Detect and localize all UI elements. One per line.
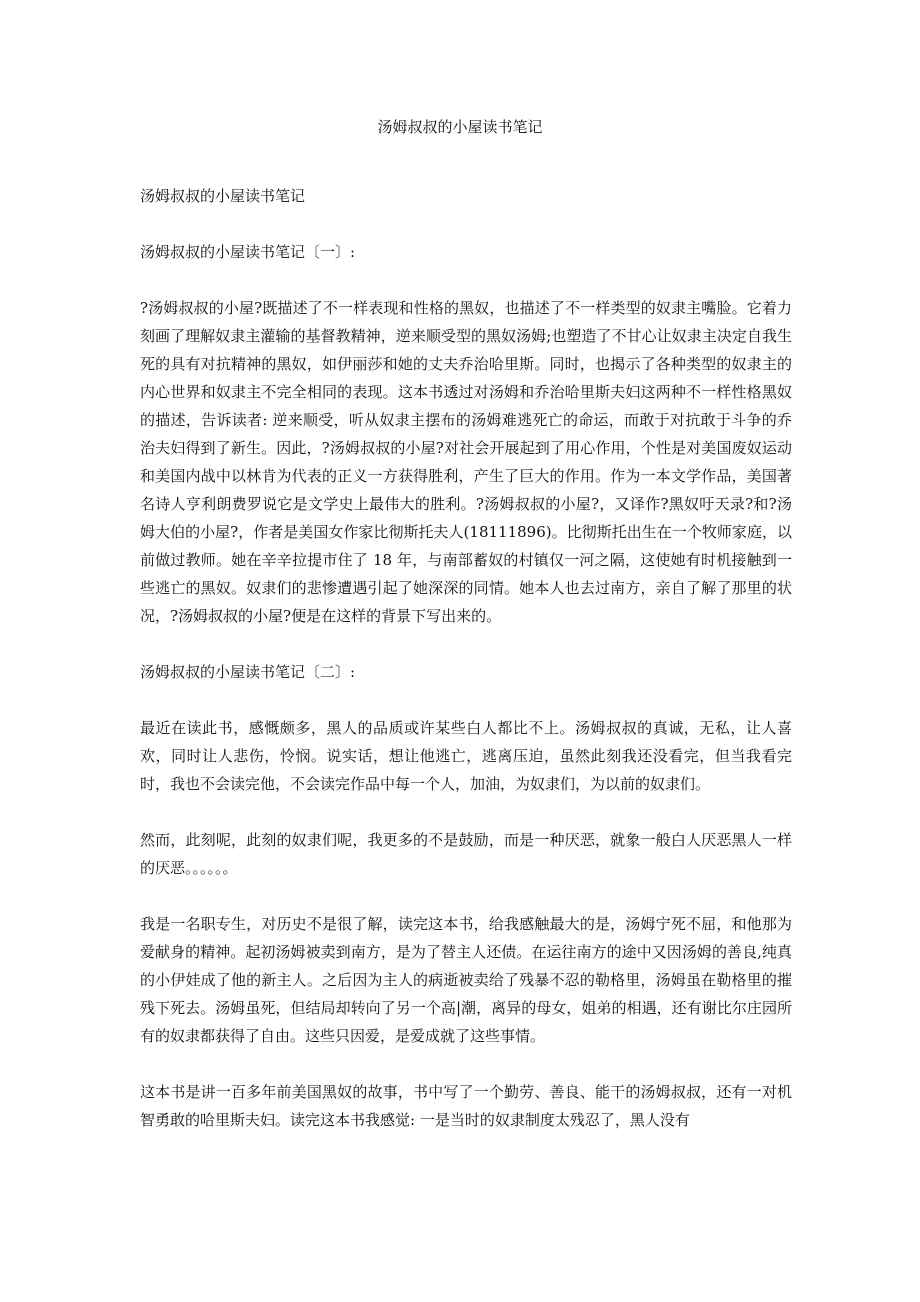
document-body [140, 182, 792, 1162]
section-2-paragraph-4: 这本书是讲一百多年前美国黑奴的故事，书中写了一个勤劳、善良、能干的汤姆叔叔，还有一对机智勇敢的哈里斯夫妇。读完这本书我感觉: 一是当时的奴隶制度太残忍了，黑人没有 [140, 1083, 792, 1129]
document-title: 汤姆叔叔的小屋读书笔记 [377, 118, 543, 136]
document-heading: 汤姆叔叔的小屋读书笔记 [140, 187, 306, 205]
section-2-paragraph-2: 然而，此刻呢，此刻的奴隶们呢，我更多的不是鼓励，而是一种厌恶，就象一般白人厌恶黑人一样的厌恶。。。。。。 [140, 831, 792, 877]
section-2-paragraph-1: 最近在读此书，感慨颇多，黑人的品质或许某些白人都比不上。汤姆叔叔的真诚，无私，让人喜欢，同时让人悲伤，怜悯。说实话，想让他逃亡，逃离压迫，虽然此刻我还没看完，但当我看完时，我也不会读完他，不会读完作品中每一个人，加油，为奴隶们，为以前的奴隶们。 [140, 719, 792, 793]
section-2-subtitle: 汤姆叔叔的小屋读书笔记〔二〕: [140, 663, 356, 681]
section-1-paragraph-1: ?汤姆叔叔的小屋?既描述了不一样表现和性格的黑奴，也描述了不一样类型的奴隶主嘴脸。它着力刻画了理解奴隶主灌输的基督教精神，逆来顺受型的黑奴汤姆;也塑造了不甘心让奴隶主决定自我生死的具有对抗精神的黑奴，如伊丽莎和她的丈夫乔治哈里斯。同时，也揭示了各种类型的奴隶主的内心世界和奴隶主不完全相同的表现。这本书透过对汤姆和乔治哈里斯夫妇这两种不一样性格黑奴的描述，告诉读者: 逆来顺受，听从奴隶主摆布的汤姆难逃死亡的命运，而敢于对抗敢于斗争的乔治夫妇得到了新生。因此，?汤姆叔叔的小屋?对社会开展起到了用心作用，个性是对美国废奴运动和美国内战中以林肯为代表的正义一方获得胜利，产生了巨大的作用。作为一本文学作品，美国著名诗人亨利朗费罗说它是文学史上最伟大的胜利。?汤姆叔叔的小屋?，又译作?黑奴吁天录?和?汤姆大伯的小屋?，作者是美国女作家比彻斯托夫人(18111896)。比彻斯托出生在一个牧师家庭，以前做过教师。她在辛辛拉提市住了 18 年，与南部蓄奴的村镇仅一河之隔，这使她有时机接触到一些逃亡的黑奴。奴隶们的悲惨遭遇引起了她深深的同情。她本人也去过南方，亲自了解了那里的状况，?汤姆叔叔的小屋?便是在这样的背景下写出来的。 [140, 299, 792, 625]
section-1-subtitle: 汤姆叔叔的小屋读书笔记〔一〕: [140, 243, 356, 261]
section-2-paragraph-3: 我是一名职专生，对历史不是很了解，读完这本书，给我感触最大的是，汤姆宁死不屈，和他那为爱献身的精神。起初汤姆被卖到南方，是为了替主人还债。在运往南方的途中又因汤姆的善良,纯真的小伊娃成了他的新主人。之后因为主人的病逝被卖给了残暴不忍的勒格里，汤姆虽在勒格里的摧残下死去。汤姆虽死，但结局却转向了另一个高|潮，离异的母女，姐弟的相遇，还有谢比尔庄园所有的奴隶都获得了自由。这些只因爱，是爱成就了这些事情。 [140, 915, 792, 1045]
